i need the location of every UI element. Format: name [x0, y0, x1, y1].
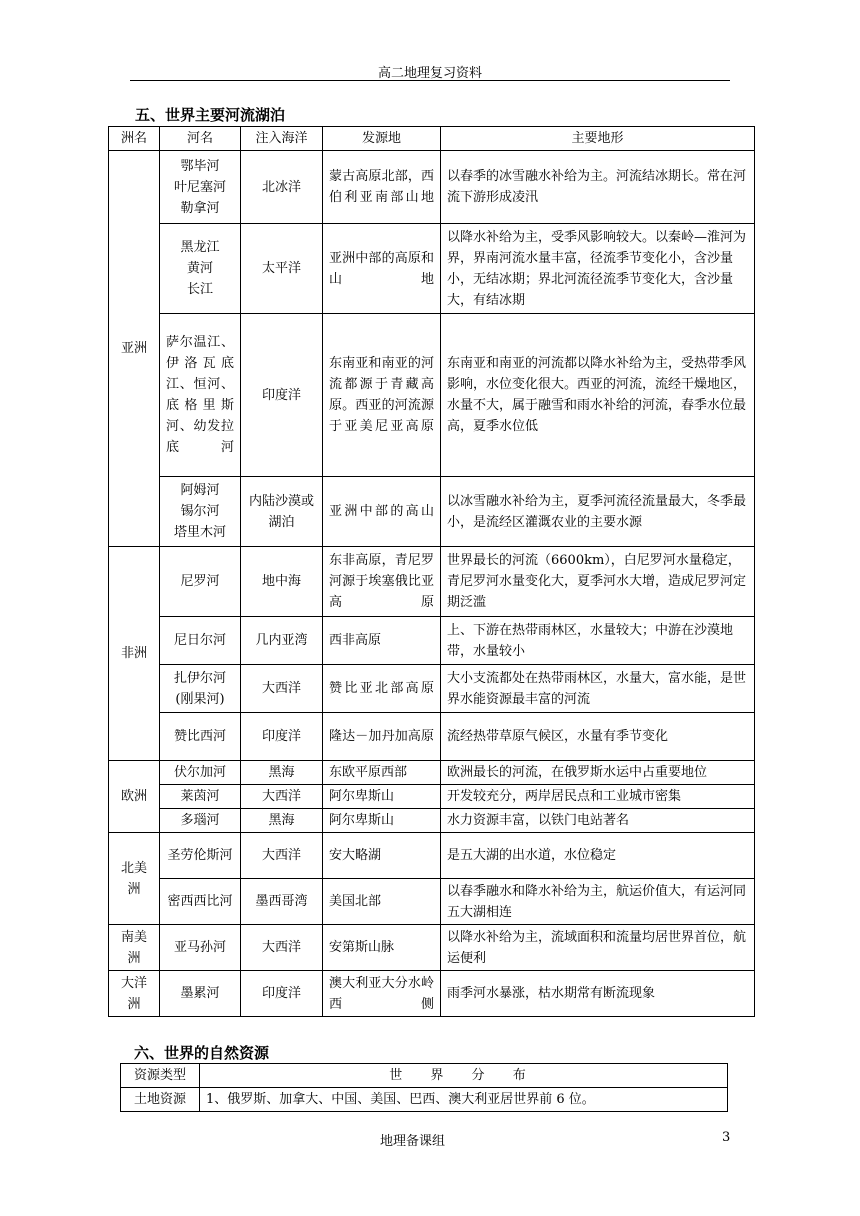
river-name: 塔里木河 [173, 525, 226, 540]
river-cell: 密西西比河 [160, 879, 241, 925]
table-row [109, 713, 755, 761]
ocean-cell: 几内亚湾 [241, 617, 323, 665]
ocean-cell: 墨西哥湾 [241, 879, 323, 925]
description-cell: 以冰雪融水补给为主，夏季河流径流量最大，冬季最小，是流经区灌溉农业的主要水源 [441, 477, 755, 547]
continent-cell: 北美洲 [109, 833, 160, 925]
river-name: 黑龙江 [180, 240, 220, 255]
river-cell [160, 151, 241, 224]
table-row [109, 971, 755, 1017]
resource-distribution-cell: 1、俄罗斯、加拿大、中国、美国、巴西、澳大利亚居世界前 6 位。 [200, 1088, 728, 1112]
header-features: 主要地形 [441, 127, 755, 151]
river-cell: 尼罗河 [160, 547, 241, 617]
source-cell: 赞比亚北部高原 [323, 665, 441, 713]
source-cell: 阿尔卑斯山 [323, 785, 441, 809]
description-cell: 流经热带草原气候区，水量有季节变化 [441, 713, 755, 761]
ocean-cell: 大西洋 [241, 665, 323, 713]
table-header-row [121, 1064, 728, 1088]
section-title-resources: 六、世界的自然资源 [134, 1044, 270, 1062]
river-name: (刚果河) [175, 691, 225, 707]
table-row [109, 547, 755, 617]
source-cell: 亚洲中部的高原和山地 [323, 224, 441, 314]
header-rule [130, 80, 730, 81]
river-cell: 伏尔加河 [160, 761, 241, 785]
resources-table [120, 1063, 728, 1112]
table-row [109, 617, 755, 665]
ocean-cell: 黑海 [241, 761, 323, 785]
header-resource-type: 资源类型 [121, 1064, 200, 1088]
description-cell: 东南亚和南亚的河流都以降水补给为主，受热带季风影响，水位变化很大。西亚的河流，流经干燥地区，水量不大，属于融雪和雨水补给的河流，春季水位最高，夏季水位低 [441, 314, 755, 477]
ocean-cell: 黑海 [241, 809, 323, 833]
river-cell: 莱茵河 [160, 785, 241, 809]
rivers-table [108, 126, 755, 1017]
table-header-row [109, 127, 755, 151]
source-cell: 澳大利亚大分水岭西侧 [323, 971, 441, 1017]
description-cell: 以春季融水和降水补给为主，航运价值大，有运河同五大湖相连 [441, 879, 755, 925]
ocean-cell: 太平洋 [241, 224, 323, 314]
river-cell: 多瑙河 [160, 809, 241, 833]
river-name: 扎伊尔河 [173, 670, 226, 686]
source-cell: 东非高原，青尼罗河源于埃塞俄比亚高原 [323, 547, 441, 617]
header-source: 发源地 [323, 127, 441, 151]
table-row [121, 1088, 728, 1112]
ocean-cell: 大西洋 [241, 833, 323, 879]
description-cell: 水力资源丰富，以铁门电站著名 [441, 809, 755, 833]
river-cell: 赞比西河 [160, 713, 241, 761]
source-cell: 亚洲中部的高山 [323, 477, 441, 547]
table-row [109, 477, 755, 547]
source-cell: 东欧平原西部 [323, 761, 441, 785]
description-cell: 世界最长的河流（6600km），白尼罗河水量稳定，青尼罗河水量变化大，夏季河水大增，造成尼罗河定期泛滥 [441, 547, 755, 617]
ocean-cell: 北冰洋 [241, 151, 323, 224]
source-cell: 阿尔卑斯山 [323, 809, 441, 833]
river-name: 阿姆河 [180, 483, 220, 498]
continent-cell: 大洋洲 [109, 971, 160, 1017]
description-cell: 以降水补给为主，受季风影响较大。以秦岭—淮河为界，界南河流水量丰富，径流季节变化小，含沙量小，无结冰期；界北河流径流季节变化大，含沙量大，有结冰期 [441, 224, 755, 314]
page-header: 高二地理复习资料 [377, 66, 482, 81]
footer-text: 地理备课组 [380, 1134, 446, 1149]
river-cell: 墨累河 [160, 971, 241, 1017]
table-row [109, 925, 755, 971]
table-row [109, 665, 755, 713]
source-cell: 蒙古高原北部，西伯利亚南部山地 [323, 151, 441, 224]
header-continent: 洲名 [109, 127, 160, 151]
continent-cell: 非洲 [109, 547, 160, 761]
river-cell [160, 665, 241, 713]
river-name: 勒拿河 [180, 200, 220, 216]
table-row [109, 314, 755, 477]
river-name: 锡尔河 [180, 504, 220, 519]
ocean-cell: 大西洋 [241, 785, 323, 809]
description-cell: 雨季河水暴涨，枯水期常有断流现象 [441, 971, 755, 1017]
table-row [109, 224, 755, 314]
source-cell: 美国北部 [323, 879, 441, 925]
description-cell: 欧洲最长的河流，在俄罗斯水运中占重要地位 [441, 761, 755, 785]
ocean-cell: 大西洋 [241, 925, 323, 971]
source-cell: 西非高原 [323, 617, 441, 665]
table-row [109, 879, 755, 925]
header-river: 河名 [160, 127, 241, 151]
river-cell [160, 477, 241, 547]
continent-cell: 南美洲 [109, 925, 160, 971]
river-cell [160, 224, 241, 314]
page-number: 3 [722, 1130, 731, 1145]
table-row [109, 761, 755, 785]
river-cell: 萨尔温江、伊洛瓦底江、恒河、底格里斯河、幼发拉底河 [160, 314, 241, 477]
description-cell: 大小支流都处在热带雨林区，水量大，富水能，是世界水能资源最丰富的河流 [441, 665, 755, 713]
header-distribution: 世 界 分 布 [200, 1064, 728, 1088]
resource-type-cell: 土地资源 [121, 1088, 200, 1112]
source-cell: 安大略湖 [323, 833, 441, 879]
ocean-cell: 印度洋 [241, 971, 323, 1017]
river-cell: 亚马孙河 [160, 925, 241, 971]
ocean-cell: 印度洋 [241, 314, 323, 477]
ocean-cell: 印度洋 [241, 713, 323, 761]
description-cell: 以降水补给为主，流域面积和流量均居世界首位，航运便利 [441, 925, 755, 971]
river-name: 叶尼塞河 [173, 179, 226, 195]
description-cell: 是五大湖的出水道，水位稳定 [441, 833, 755, 879]
ocean-cell: 内陆沙漠或湖泊 [241, 477, 323, 547]
river-name: 黄河 [186, 261, 213, 276]
source-cell: 安第斯山脉 [323, 925, 441, 971]
source-cell: 东南亚和南亚的河流都源于青藏高原。西亚的河流源于亚美尼亚高原 [323, 314, 441, 477]
continent-cell: 欧洲 [109, 761, 160, 833]
ocean-cell: 地中海 [241, 547, 323, 617]
river-cell: 尼日尔河 [160, 617, 241, 665]
description-cell: 以春季的冰雪融水补给为主。河流结冰期长。常在河流下游形成凌汛 [441, 151, 755, 224]
source-cell: 隆达－加丹加高原 [323, 713, 441, 761]
header-ocean: 注入海洋 [241, 127, 323, 151]
table-row [109, 809, 755, 833]
description-cell: 上、下游在热带雨林区，水量较大；中游在沙漠地带，水量较小 [441, 617, 755, 665]
table-row [109, 785, 755, 809]
river-name: 鄂毕河 [180, 158, 220, 174]
table-row [109, 151, 755, 224]
table-row [109, 833, 755, 879]
river-cell: 圣劳伦斯河 [160, 833, 241, 879]
section-title-rivers: 五、世界主要河流湖泊 [135, 106, 286, 124]
continent-cell: 亚洲 [109, 151, 160, 547]
description-cell: 开发较充分，两岸居民点和工业城市密集 [441, 785, 755, 809]
river-name: 长江 [186, 282, 213, 297]
